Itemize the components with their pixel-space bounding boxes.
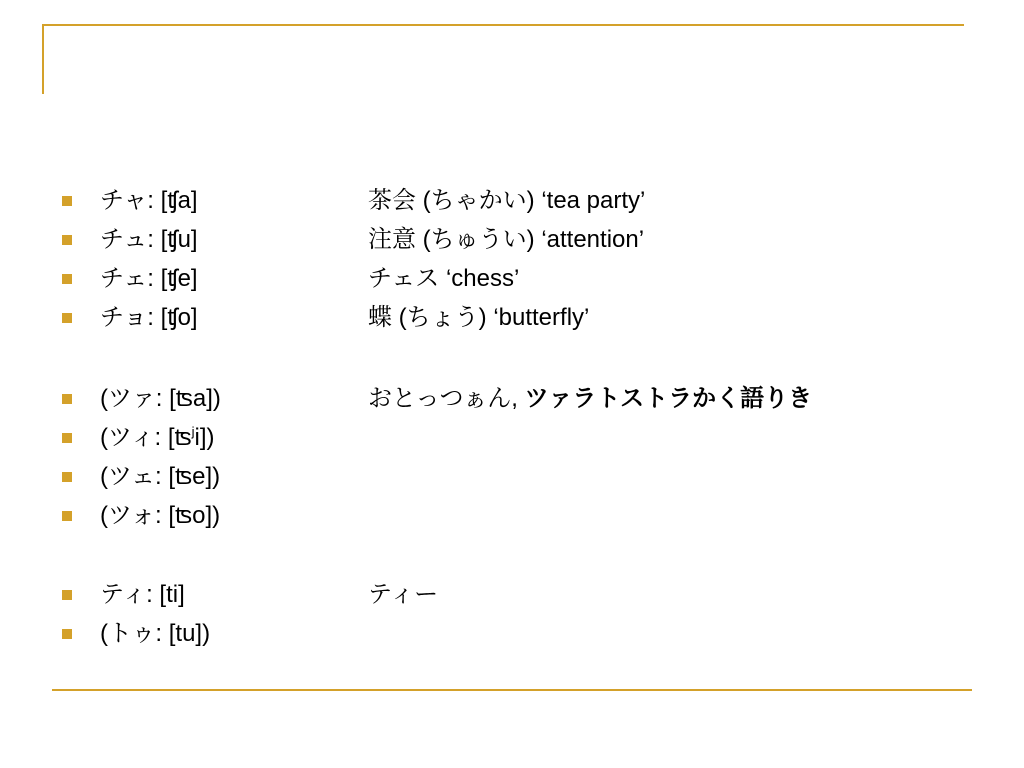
list-item xyxy=(62,221,962,259)
kana-pronunciation: (ツァ: [ʦa]) xyxy=(100,385,221,412)
bullet-icon xyxy=(62,235,72,245)
example-word: ティー xyxy=(368,581,439,608)
list-item xyxy=(62,497,962,535)
example-word-plain: おとっつぁん, xyxy=(368,385,525,412)
list-item xyxy=(62,182,962,220)
kana-pronunciation-post: i]) xyxy=(194,424,215,451)
example-word: 茶会 (ちゃかい) ‘tea party’ xyxy=(368,187,646,214)
list-item xyxy=(62,260,962,298)
bullet-icon xyxy=(62,590,72,600)
list-item xyxy=(62,576,962,614)
kana-pronunciation-pre: (ツィ: [ʦ xyxy=(100,424,192,451)
example-word-bold: ツァラトストラかく語りき xyxy=(524,385,813,412)
list-item xyxy=(62,419,962,457)
kana-pronunciation: (トゥ: [tu]) xyxy=(100,620,211,647)
bullet-icon xyxy=(62,629,72,639)
kana-pronunciation: チュ: [ʧu] xyxy=(100,226,198,253)
example-word: 蝶 (ちょう) ‘butterfly’ xyxy=(368,304,590,331)
list-item xyxy=(62,615,962,653)
example-word: チェス ‘chess’ xyxy=(368,265,520,292)
top-rule xyxy=(42,24,964,26)
kana-pronunciation: チェ: [ʧe] xyxy=(100,265,198,292)
bullet-icon xyxy=(62,511,72,521)
kana-pronunciation xyxy=(100,419,215,457)
example-word: 注意 (ちゅうい) ‘attention’ xyxy=(368,226,645,253)
kana-pronunciation: チャ: [ʧa] xyxy=(100,187,198,214)
bullet-icon xyxy=(62,433,72,443)
list-item xyxy=(62,380,962,418)
list-item xyxy=(62,299,962,337)
example-word xyxy=(368,380,812,418)
bullet-icon xyxy=(62,394,72,404)
palatal-superscript: j xyxy=(191,424,195,439)
kana-pronunciation: (ツェ: [ʦe]) xyxy=(100,463,221,490)
bullet-icon xyxy=(62,196,72,206)
kana-pronunciation: チョ: [ʧo] xyxy=(100,304,198,331)
bottom-rule xyxy=(52,689,972,691)
kana-pronunciation: ティ: [ti] xyxy=(100,581,185,608)
bullet-icon xyxy=(62,274,72,284)
left-rule xyxy=(42,24,44,94)
list-item xyxy=(62,458,962,496)
bullet-icon xyxy=(62,472,72,482)
bullet-icon xyxy=(62,313,72,323)
kana-pronunciation: (ツォ: [ʦo]) xyxy=(100,502,221,529)
